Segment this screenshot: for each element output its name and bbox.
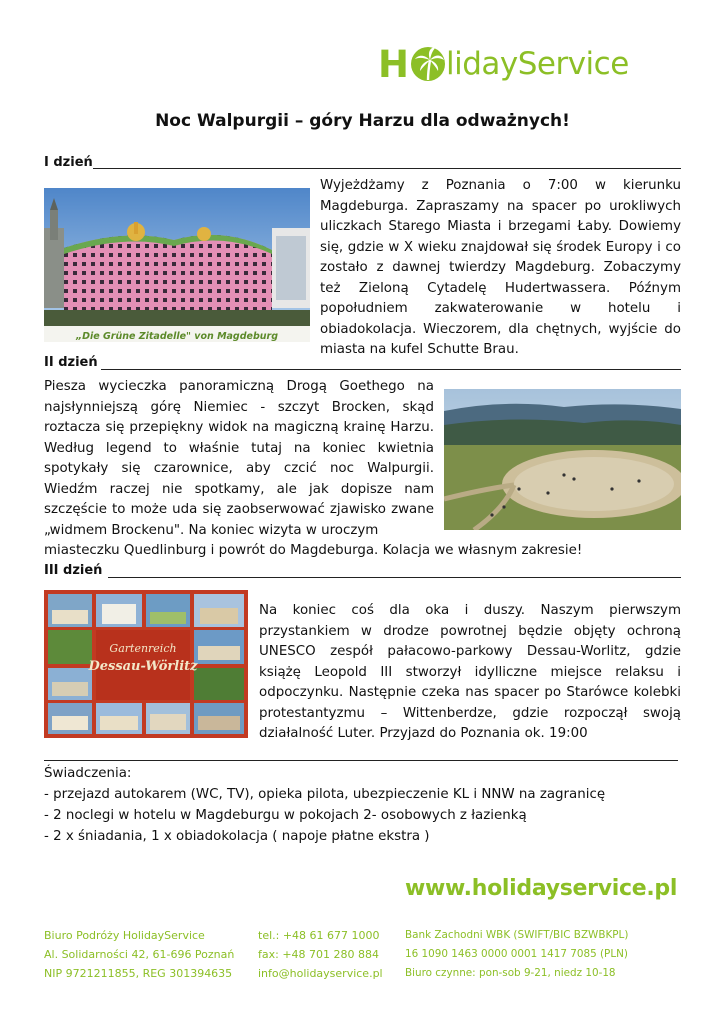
footer-account-number: 16 1090 1463 0000 0001 1417 7085 (PLN) [405, 948, 628, 960]
day-2-rule [101, 369, 681, 370]
day-2-text-side: Piesza wycieczka panoramiczną Drogą Goethego na najsłynniejszą górę Niemiec - szczyt Brocken, skąd roztacza się przepiękny widok na magiczną krainę Harzu. Według legend to właśnie tutaj na koniec kwietnia spotykały się czarownice, aby czcić noc Walpurgii. Wiedźm raczej nie spotkamy, ale jak dopisze nam szczęście to może uda się zaobserwować zjawisko zwane „widmem Brockenu". Na koniec wizyta w uroczym [44, 379, 434, 538]
palm-tree-icon [409, 42, 447, 86]
day-2-heading: II dzień [44, 355, 98, 370]
logo [378, 38, 629, 90]
footer-email[interactable]: info@holidayservice.pl [258, 967, 383, 980]
footer-company-name: Biuro Podróży HolidayService [44, 929, 205, 942]
footer-phone: tel.: +48 61 677 1000 [258, 929, 380, 942]
logo-letter-h: H [378, 42, 409, 86]
postcard-line-1: Gartenreich [109, 642, 177, 655]
day-2-text-full: miasteczku Quedlinburg i powrót do Magdeburga. Kolacja we własnym zakresie! [44, 543, 583, 558]
day-1-rule [93, 168, 681, 169]
footer-bank [405, 926, 628, 983]
services-heading: Świadczenia: [44, 766, 132, 781]
day-3-heading: III dzień [44, 563, 103, 578]
website-link[interactable]: www.holidayservice.pl [405, 876, 678, 901]
dessau-woerlitz-postcard [44, 590, 248, 738]
page-title: Noc Walpurgii – góry Harzu dla odważnych! [155, 111, 570, 131]
footer-company [44, 926, 234, 983]
services-list [44, 763, 605, 847]
postcard-line-2: Dessau-Wörlitz [88, 659, 198, 674]
services-item: - 2 x śniadania, 1 x obiadokolacja ( napoje płatne ekstra ) [44, 829, 430, 844]
footer-address: Al. Solidarności 42, 61-696 Poznań [44, 948, 235, 961]
brocken-summit-photo [444, 389, 681, 530]
services-item: - 2 noclegi w hotelu w Magdeburgu w pokojach 2- osobowych z łazienką [44, 808, 527, 823]
footer-bank-name: Bank Zachodni WBK (SWIFT/BIC BZWBKPL) [405, 929, 629, 941]
footer-registration: NIP 9721211855, REG 301394635 [44, 967, 233, 980]
logo-wordmark: lidayService [445, 46, 629, 82]
footer-opening-hours: Biuro czynne: pon-sob 9-21, niedz 10-18 [405, 967, 616, 979]
services-item: - przejazd autokarem (WC, TV), opieka pilota, ubezpieczenie KL i NNW na zagranicę [44, 787, 606, 802]
footer-fax: fax: +48 701 280 884 [258, 948, 380, 961]
day-1-heading: I dzień [44, 155, 93, 170]
footer-contact [258, 926, 383, 983]
photo-caption: „Die Grüne Zitadelle" von Magdeburg [75, 331, 279, 342]
day-3-text: Na koniec coś dla oka i duszy. Naszym pierwszym przystankiem w drodze powrotnej będzie objęty ochroną UNESCO zespół pałacowo-parkowy Dessau-Worlitz, gdzie książę Leopold III stworzył idylliczne miejsce relaksu i odpoczynku. Następnie czeka nas spacer po Starówce kolebki protestantyzmu – Wittenberdze, gdzie rozpoczął swoją działalność Luter. Przyjazd do Poznania ok. 19:00 [259, 603, 681, 741]
day-1-text: Wyjeżdżamy z Poznania o 7:00 w kierunku Magdeburga. Zapraszamy na spacer po urokliwych uliczkach Starego Miasta i brzegami Łaby. Dowiemy się, gdzie w X wieku znajdował się środek Europy i co zostało z dawnej twierdzy Magdeburg. Zobaczymy też Zieloną Cytadelę Hudertwassera. Późnym popołudniem zakwaterowanie w hotelu i obiadokolacja. Wieczorem, dla chętnych, wyjście do miasta na kufel Schutte Brau. [320, 178, 681, 357]
services-rule [44, 760, 678, 761]
magdeburg-citadel-photo [44, 188, 310, 342]
day-3-rule [108, 577, 681, 578]
